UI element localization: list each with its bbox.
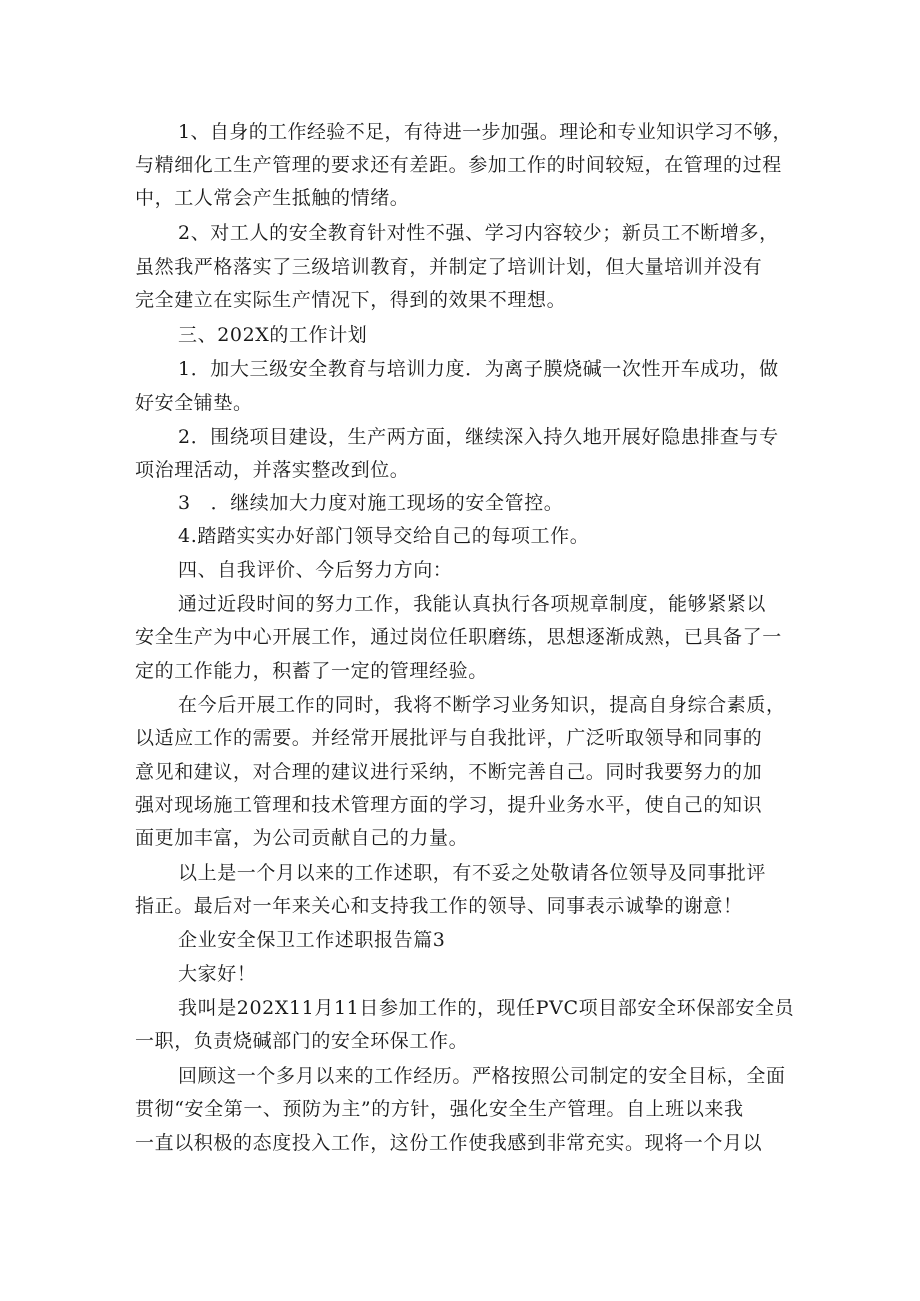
paragraph-line: 好安全铺垫。 (135, 392, 253, 414)
paragraph-line: 指正。最后对一年来关心和支持我工作的领导、同事表示诚挚的谢意！ (135, 895, 743, 917)
paragraph-line: 完全建立在实际生产情况下，得到的效果不理想。 (135, 289, 567, 311)
report-title: 企业安全保卫工作述职报告篇3 (178, 929, 446, 951)
paragraph-line: 2．围绕项目建设，生产两方面，继续深入持久地开展好隐患排查与专 (178, 426, 779, 448)
section-heading: 三、202X的工作计划 (178, 324, 368, 346)
paragraph-line: 4.踏踏实实办好部门领导交给自己的每项工作。 (178, 525, 590, 547)
paragraph-line: 通过近段时间的努力工作，我能认真执行各项规章制度，能够紧紧以 (178, 593, 767, 615)
paragraph-line: 定的工作能力，积蓄了一定的管理经验。 (135, 660, 488, 682)
paragraph-line: 回顾这一个多月以来的工作经历。严格按照公司制定的安全目标，全面 (178, 1065, 786, 1087)
paragraph-line: 我叫是202X11月11日参加工作的，现任PVC项目部安全环保部安全员 (178, 997, 795, 1019)
greeting: 大家好！ (178, 963, 257, 985)
paragraph-line: 1．加大三级安全教育与培训力度．为离子膜烧碱一次性开车成功，做 (178, 358, 779, 380)
paragraph-line: 中，工人常会产生抵触的情绪。 (135, 187, 410, 209)
paragraph-line: 虽然我严格落实了三级培训教育，并制定了培训计划，但大量培训并没有 (135, 256, 763, 278)
paragraph-line: 在今后开展工作的同时，我将不断学习业务知识，提高自身综合素质， (178, 694, 786, 716)
paragraph-line: 面更加丰富，为公司贡献自己的力量。 (135, 827, 469, 849)
paragraph-line: 意见和建议，对合理的建议进行采纳，不断完善自己。同时我要努力的加 (135, 761, 763, 783)
paragraph-line: 项治理活动，并落实整改到位。 (135, 459, 410, 481)
paragraph-line: 以适应工作的需要。并经常开展批评与自我批评，广泛听取领导和同事的 (135, 727, 763, 749)
section-heading: 四、自我评价、今后努力方向： (178, 559, 453, 581)
paragraph-line: 一直以积极的态度投入工作，这份工作使我感到非常充实。现将一个月以 (135, 1132, 763, 1154)
paragraph-line: 3 ．继续加大力度对施工现场的安全管控。 (178, 492, 564, 514)
paragraph-line: 强对现场施工管理和技术管理方面的学习，提升业务水平，使自己的知识 (135, 794, 763, 816)
paragraph-line: 安全生产为中心开展工作，通过岗位任职磨练，思想逐渐成熟，已具备了一 (135, 626, 782, 648)
paragraph-line: 2、对工人的安全教育针对性不强、学习内容较少；新员工不断增多， (178, 222, 779, 244)
paragraph-line: 一职，负责烧碱部门的安全环保工作。 (135, 1030, 469, 1052)
paragraph-line: 以上是一个月以来的工作述职，有不妥之处敬请各位领导及同事批评 (178, 862, 767, 884)
paragraph-line: 1、自身的工作经验不足，有待进一步加强。理论和专业知识学习不够， (178, 121, 792, 143)
paragraph-line: 贯彻“安全第一、预防为主”的方针，强化安全生产管理。自上班以来我 (135, 1098, 744, 1120)
paragraph-line: 与精细化工生产管理的要求还有差距。参加工作的时间较短，在管理的过程 (135, 154, 782, 176)
